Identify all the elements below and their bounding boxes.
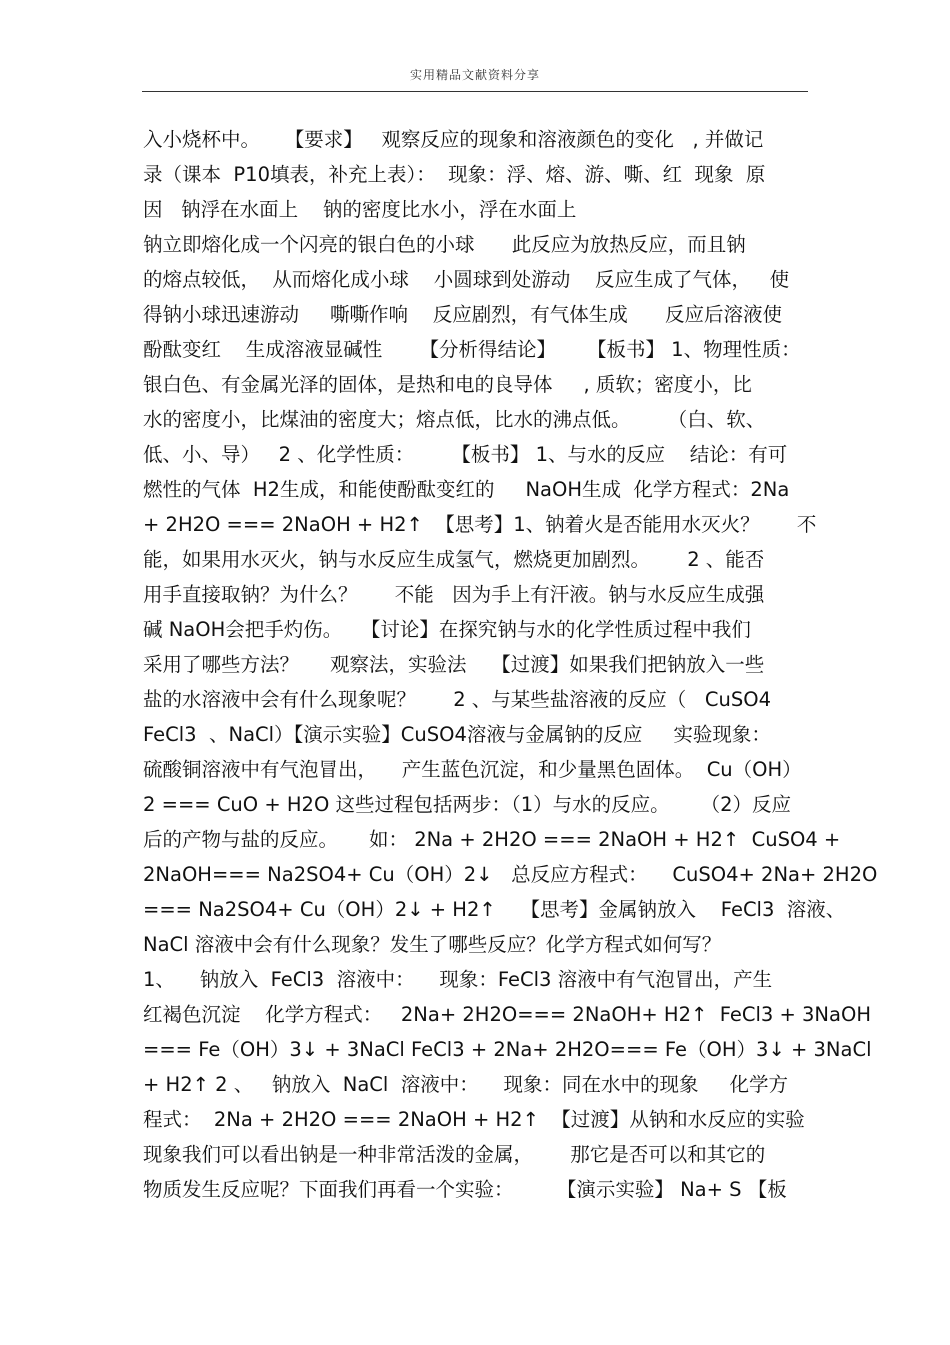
text-line: FeCl3 、NaCl）【演示实验】CuSO4溶液与金属钠的反应 实验现象：	[143, 723, 771, 746]
text-line: 盐的水溶液中会有什么现象呢？ 2 、与某些盐溶液的反应（ CuSO4	[143, 688, 771, 711]
text-line: === Fe（OH）3↓ + 3NaCl FeCl3 + 2Na+ 2H2O=== Fe（OH）3↓ + 3NaCl	[143, 1038, 872, 1061]
header-divider	[142, 91, 808, 92]
text-line: 能，如果用水灭火，钠与水反应生成氢气，燃烧更加剧烈。 2 、能否	[143, 548, 765, 571]
text-line: 物质发生反应呢？下面我们再看一个实验： 【演示实验】 Na+ S 【板	[143, 1178, 787, 1201]
text-line: NaCl 溶液中会有什么现象？发生了哪些反应？化学方程式如何写？	[143, 933, 722, 956]
document-body	[143, 122, 878, 1207]
text-line: 1、 钠放入 FeCl3 溶液中： 现象：FeCl3 溶液中有气泡冒出，产生	[143, 968, 773, 991]
text-line: 用手直接取钠？为什么？ 不能 因为手上有汗液。钠与水反应生成强	[143, 583, 765, 606]
text-line: 钠立即熔化成一个闪亮的银白色的小球 此反应为放热反应，而且钠	[143, 233, 746, 256]
text-line: 硫酸铜溶液中有气泡冒出， 产生蓝色沉淀，和少量黑色固体。 Cu（OH）	[143, 758, 802, 781]
text-line: 后的产物与盐的反应。 如： 2Na + 2H2O === 2NaOH + H2↑ CuSO4 +	[143, 828, 841, 851]
text-line: 酚酞变红 生成溶液显碱性 【分析得结论】 【板书】 1、物理性质：	[143, 338, 801, 361]
text-line: 入小烧杯中。 【要求】 观察反应的现象和溶液颜色的变化 , 并做记	[143, 128, 764, 151]
text-line: 红褐色沉淀 化学方程式： 2Na+ 2H2O=== 2NaOH+ H2↑ FeCl3 + 3NaOH	[143, 1003, 871, 1026]
text-line: === Na2SO4+ Cu（OH）2↓ + H2↑ 【思考】金属钠放入 FeCl3 溶液、	[143, 898, 846, 921]
text-line: 低、小、导） 2 、化学性质： 【板书】 1、与水的反应 结论：有可	[143, 443, 788, 466]
text-line: 得钠小球迅速游动 嘶嘶作响 反应剧烈，有气体生成 反应后溶液使	[143, 303, 782, 326]
text-line: 2NaOH=== Na2SO4+ Cu（OH）2↓ 总反应方程式： CuSO4+ 2Na+ 2H2O	[143, 863, 878, 886]
text-line: 程式： 2Na + 2H2O === 2NaOH + H2↑ 【过渡】从钠和水反应的实验	[143, 1108, 805, 1131]
page-header: 实用精品文献资料分享	[409, 68, 540, 82]
text-line: + 2H2O === 2NaOH + H2↑ 【思考】1、钠着火是否能用水灭火？ 不	[143, 513, 817, 536]
text-line: 因 钠浮在水面上 钠的密度比水小，浮在水面上	[143, 198, 577, 221]
text-line: + H2↑ 2 、 钠放入 NaCl 溶液中： 现象：同在水中的现象 化学方	[143, 1073, 788, 1096]
text-line: 的熔点较低， 从而熔化成小球 小圆球到处游动 反应生成了气体， 使	[143, 268, 790, 291]
text-line: 银白色、有金属光泽的固体，是热和电的良导体 , 质软；密度小，比	[143, 373, 752, 396]
text-line: 2 === CuO + H2O 这些过程包括两步：（1）与水的反应。 （2）反应	[143, 793, 792, 816]
text-line: 水的密度小，比煤油的密度大；熔点低，比水的沸点低。 （白、软、	[143, 408, 766, 431]
text-line: 燃性的气体 H2生成，和能使酚酞变红的 NaOH生成 化学方程式：2Na	[143, 478, 790, 501]
text-line: 录（课本 P10填表，补充上表）： 现象：浮、熔、游、嘶、红 现象 原	[143, 163, 766, 186]
text-line: 碱 NaOH会把手灼伤。 【讨论】在探究钠与水的化学性质过程中我们	[143, 618, 751, 641]
text-line: 采用了哪些方法？ 观察法，实验法 【过渡】如果我们把钠放入一些	[143, 653, 765, 676]
text-line: 现象我们可以看出钠是一种非常活泼的金属， 那它是否可以和其它的	[143, 1143, 766, 1166]
